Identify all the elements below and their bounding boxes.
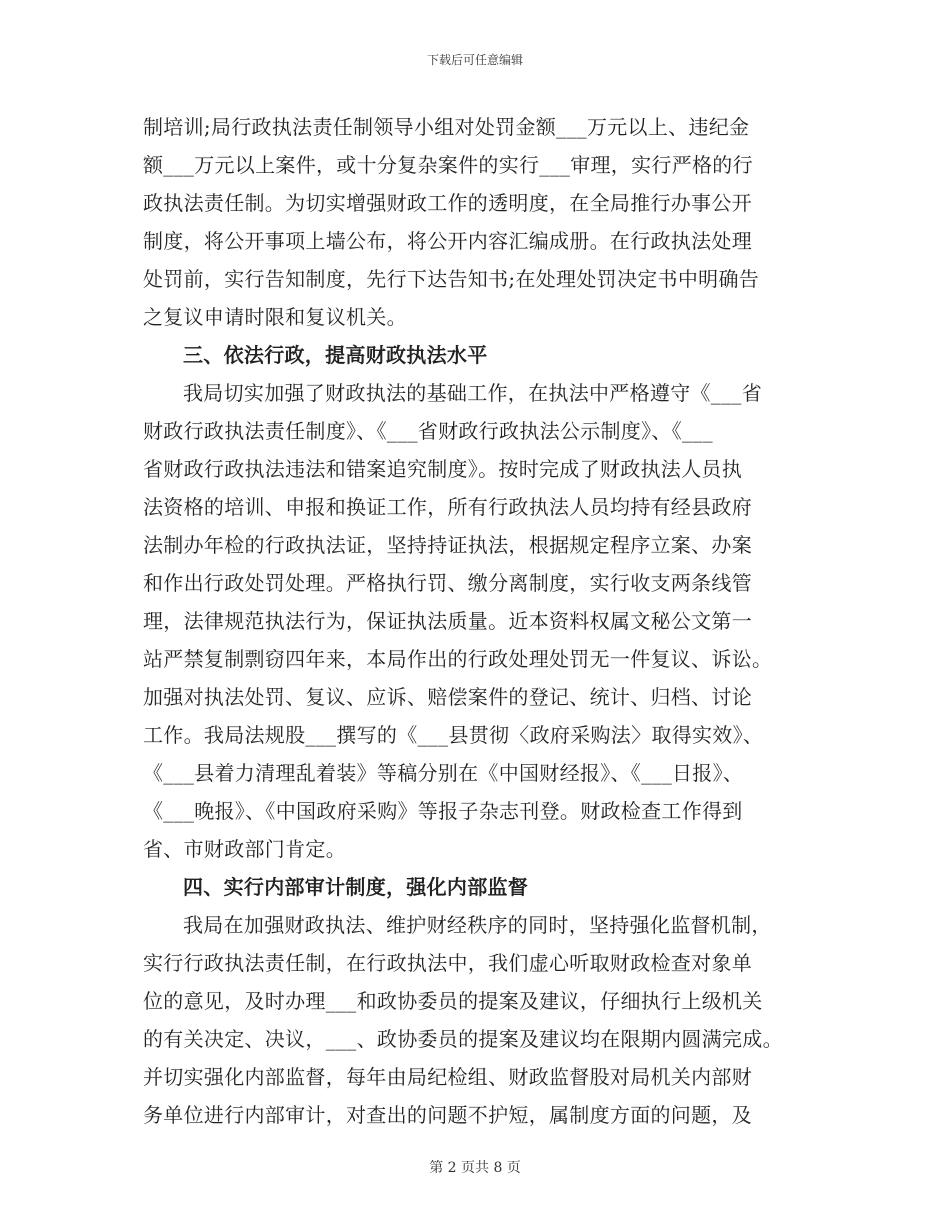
text-line: 和作出行政处罚处理。严格执行罚、缴分离制度，实行收支两条线管 — [143, 571, 752, 595]
text-line: 我局在加强财政执法、维护财经秩序的同时，坚持强化监督机制， — [183, 913, 772, 937]
page-header: 下载后可任意编辑 — [426, 53, 523, 67]
section-heading: 三、依法行政，提高财政执法水平 — [183, 343, 488, 367]
text-line: 法制办年检的行政执法证，坚持持证执法，根据规定程序立案、办案 — [143, 533, 752, 557]
text-line: 实行行政执法责任制，在行政执法中，我们虚心听取财政检查对象单 — [143, 951, 752, 975]
page-footer: 第 2 页共 8 页 — [429, 1160, 521, 1176]
text-line: 我局切实加强了财政执法的基础工作，在执法中严格遵守《___省 — [183, 381, 762, 405]
text-line: 制培训;局行政执法责任制领导小组对处罚金额___万元以上、违纪金 — [143, 115, 750, 139]
text-line: 省财政行政执法违法和错案追究制度》。按时完成了财政执法人员执 — [143, 457, 742, 481]
text-line: 工作。我局法规股___撰写的《___县贯彻〈政府采购法〉取得实效》、 — [143, 723, 764, 747]
text-line: 理，法律规范执法行为，保证执法质量。近本资料权属文秘公文第一 — [143, 609, 752, 633]
text-line: 并切实强化内部监督，每年由局纪检组、财政监督股对局机关内部财 — [143, 1065, 752, 1089]
text-line: 政执法责任制。为切实增强财政工作的透明度，在全局推行办事公开 — [143, 191, 752, 215]
text-line: 财政行政执法责任制度》、《___省财政行政执法公示制度》、《___ — [143, 419, 713, 443]
text-line: 《___县着力清理乱着装》等稿分别在《中国财经报》、《___日报》、 — [143, 761, 744, 785]
text-line: 务单位进行内部审计，对查出的问题不护短，属制度方面的问题，及 — [143, 1103, 752, 1127]
text-line: 《___晚报》、《中国政府采购》等报子杂志刊登。财政检查工作得到 — [143, 799, 743, 823]
text-line: 省、市财政部门肯定。 — [143, 837, 346, 861]
text-line: 之复议申请时限和复议机关。 — [143, 305, 407, 329]
text-line: 加强对执法处罚、复议、应诉、赔偿案件的登记、统计、归档、讨论 — [143, 685, 752, 709]
text-line: 位的意见，及时办理___和政协委员的提案及建议，仔细执行上级机关 — [143, 989, 763, 1013]
text-line: 额___万元以上案件，或十分复杂案件的实行___审理，实行严格的行 — [143, 153, 753, 177]
text-line: 处罚前，实行告知制度，先行下达告知书;在处理处罚决定书中明确告 — [143, 267, 760, 291]
document-body — [143, 108, 808, 1134]
text-line: 制度，将公开事项上墙公布，将公开内容汇编成册。在行政执法处理 — [143, 229, 752, 253]
text-line: 的有关决定、决议，___、政协委员的提案及建议均在限期内圆满完成。 — [143, 1027, 783, 1051]
text-line: 法资格的培训、申报和换证工作，所有行政执法人员均持有经县政府 — [143, 495, 752, 519]
text-line: 站严禁复制剽窃四年来，本局作出的行政处理处罚无一件复议、诉讼。 — [143, 647, 773, 671]
section-heading: 四、实行内部审计制度，强化内部监督 — [183, 875, 529, 899]
